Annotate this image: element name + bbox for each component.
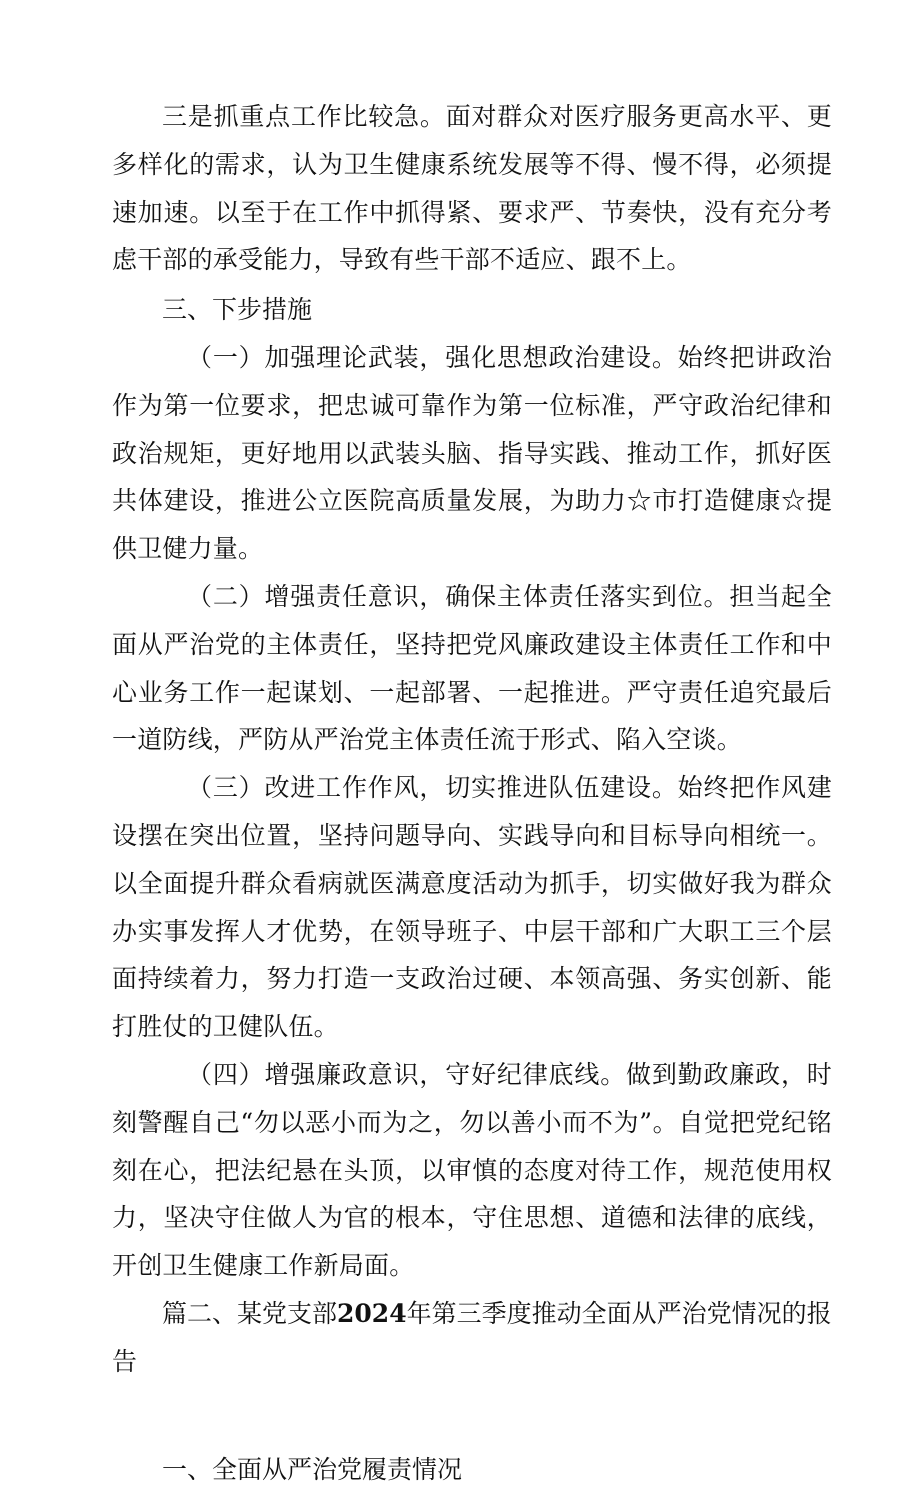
part-two-title — [112, 1290, 832, 1386]
measure-two: （二）增强责任意识，确保主体责任落实到位。担当起全面从严治党的主体责任，坚持把党风廉政建设主体责任工作和中心业务工作一起谋划、一起部署、一起推进。严守责任追究最后一道防线，严防从严治党主体责任流于形式、陷入空谈。 — [112, 581, 832, 755]
part-two-title-year: 2024 — [337, 1298, 407, 1328]
part-two-title-suffix: 年第三季度推动全面从严治党情况的报告 — [112, 1298, 832, 1376]
measure-one: （一）加强理论武装，强化思想政治建设。始终把讲政治作为第一位要求，把忠诚可靠作为第一位标准，严守政治纪律和政治规矩，更好地用以武装头脑、指导实践、推动工作，抓好医共体建设，推进公立医院高质量发展，为助力☆市打造健康☆提供卫健力量。 — [112, 342, 832, 564]
section-heading-next-steps: 三、下步措施 — [162, 295, 313, 325]
paragraph-point-three: 三是抓重点工作比较急。面对群众对医疗服务更高水平、更多样化的需求，认为卫生健康系统发展等不得、慢不得，必须提速加速。以至于在工作中抓得紧、要求严、节奏快，没有充分考虑干部的承受能力，导致有些干部不适应、跟不上。 — [112, 102, 832, 275]
measure-four: （四）增强廉政意识，守好纪律底线。做到勤政廉政，时刻警醒自己“勿以恶小而为之，勿以善小而不为”。自觉把党纪铭刻在心，把法纪悬在头顶，以审慎的态度对待工作，规范使用权力，坚决守住做人为官的根本，守住思想、道德和法律的底线，开创卫生健康工作新局面。 — [112, 1059, 832, 1281]
measure-three: （三）改进工作作风，切实推进队伍建设。始终把作风建设摆在突出位置，坚持问题导向、实践导向和目标导向相统一。以全面提升群众看病就医满意度活动为抓手，切实做好我为群众办实事发挥人才优势，在领导班子、中层干部和广大职工三个层面持续着力，努力打造一支政治过硬、本领高强、务实创新、能打胜仗的卫健队伍。 — [112, 773, 832, 1042]
part-two-section-one-heading: 一、全面从严治党履责情况 — [162, 1454, 463, 1484]
part-two-title-prefix: 篇二、某党支部 — [162, 1298, 338, 1328]
